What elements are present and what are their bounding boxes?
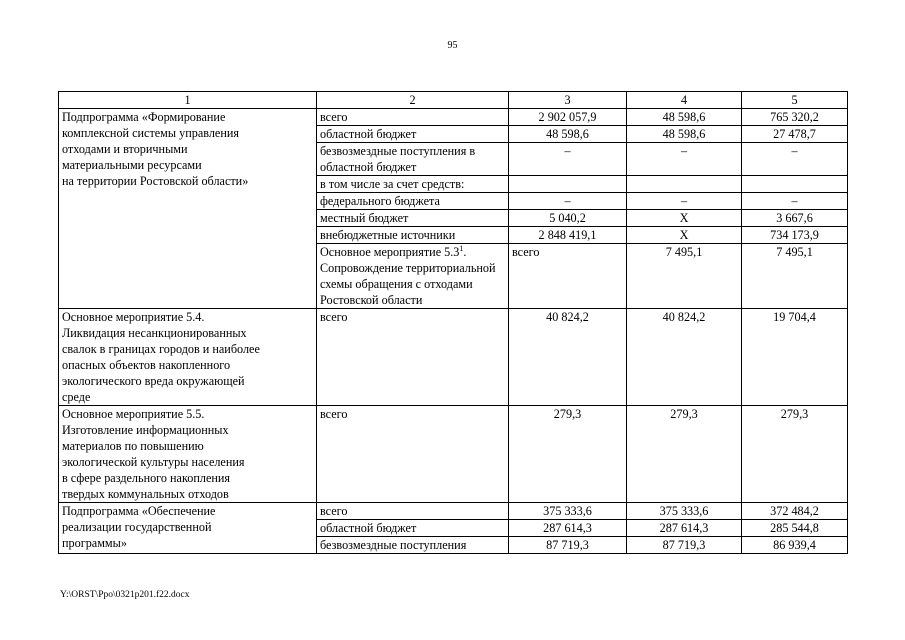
value-cell [627, 176, 742, 193]
funding-source: всего [317, 309, 509, 406]
value-cell: 372 484,2 [742, 503, 848, 520]
budget-table [58, 91, 848, 554]
value-cell: – [627, 143, 742, 176]
value-cell: 48 598,6 [627, 109, 742, 126]
value-cell: 279,3 [742, 406, 848, 503]
value-cell: 287 614,3 [509, 520, 627, 537]
header-cell: 5 [742, 92, 848, 109]
program-name: Основное мероприятие 5.5. Изготовление информационных материалов по повышению экологической культуры населения в сфере раздельного накопления твердых коммунальных отходов [59, 406, 317, 503]
header-cell: 4 [627, 92, 742, 109]
value-cell: 279,3 [627, 406, 742, 503]
program-name-rest: . Сопровождение территориальной схемы обращения с отходами Ростовской области [320, 245, 496, 307]
value-cell: Х [627, 210, 742, 227]
value-cell: 27 478,7 [742, 126, 848, 143]
value-cell: 734 173,9 [742, 227, 848, 244]
program-name: Подпрограмма «Формирование комплексной системы управления отходами и вторичными материальными ресурсами на территории Ростовской области» [59, 109, 317, 309]
value-cell: 7 495,1 [627, 244, 742, 309]
funding-source: местный бюджет [317, 210, 509, 227]
funding-source: безвозмездные поступления в областной бюджет [317, 143, 509, 176]
value-cell: 40 824,2 [509, 309, 627, 406]
funding-source: внебюджетные источники [317, 227, 509, 244]
value-cell: – [742, 143, 848, 176]
funding-source: всего [317, 109, 509, 126]
value-cell: 87 719,3 [627, 537, 742, 554]
value-cell: Х [627, 227, 742, 244]
funding-source: всего [317, 503, 509, 520]
value-cell: 19 704,4 [742, 309, 848, 406]
value-cell: 3 667,6 [742, 210, 848, 227]
value-cell: 86 939,4 [742, 537, 848, 554]
value-cell: 765 320,2 [742, 109, 848, 126]
value-cell: – [627, 193, 742, 210]
table-row [59, 309, 848, 406]
value-cell: 375 333,6 [509, 503, 627, 520]
value-cell: 2 848 419,1 [509, 227, 627, 244]
page-number: 95 [447, 40, 458, 51]
program-name [317, 244, 509, 309]
value-cell [742, 176, 848, 193]
value-cell [509, 176, 627, 193]
value-cell: 48 598,6 [627, 126, 742, 143]
value-cell: – [742, 193, 848, 210]
value-cell: 287 614,3 [627, 520, 742, 537]
value-cell: 87 719,3 [509, 537, 627, 554]
file-path: Y:\ORST\Ppo\0321p201.f22.docx [60, 590, 190, 600]
funding-source: в том числе за счет средств: [317, 176, 509, 193]
value-cell: 279,3 [509, 406, 627, 503]
table-row [59, 406, 848, 503]
funding-source: всего [317, 406, 509, 503]
value-cell: 40 824,2 [627, 309, 742, 406]
value-cell: 285 544,8 [742, 520, 848, 537]
footnote-mark: 1 [459, 243, 464, 253]
funding-source: безвозмездные поступления [317, 537, 509, 554]
header-cell: 3 [509, 92, 627, 109]
header-cell: 2 [317, 92, 509, 109]
value-cell: – [509, 193, 627, 210]
funding-source: областной бюджет [317, 520, 509, 537]
table-row [59, 109, 848, 126]
program-name: Подпрограмма «Обеспечение реализации государственной программы» [59, 503, 317, 554]
header-row [59, 92, 848, 109]
program-name-first: Основное мероприятие 5.3 [320, 245, 460, 259]
value-cell: 48 598,6 [509, 126, 627, 143]
value-cell: 2 902 057,9 [509, 109, 627, 126]
funding-source: областной бюджет [317, 126, 509, 143]
value-cell: – [509, 143, 627, 176]
funding-source: всего [509, 244, 627, 309]
program-name: Основное мероприятие 5.4. Ликвидация несанкционированных свалок в границах городов и наиболее опасных объектов накопленного экологического вреда окружающей среде [59, 309, 317, 406]
funding-source: федерального бюджета [317, 193, 509, 210]
value-cell: 5 040,2 [509, 210, 627, 227]
header-cell: 1 [59, 92, 317, 109]
value-cell: 375 333,6 [627, 503, 742, 520]
value-cell: 7 495,1 [742, 244, 848, 309]
table-row [59, 503, 848, 520]
